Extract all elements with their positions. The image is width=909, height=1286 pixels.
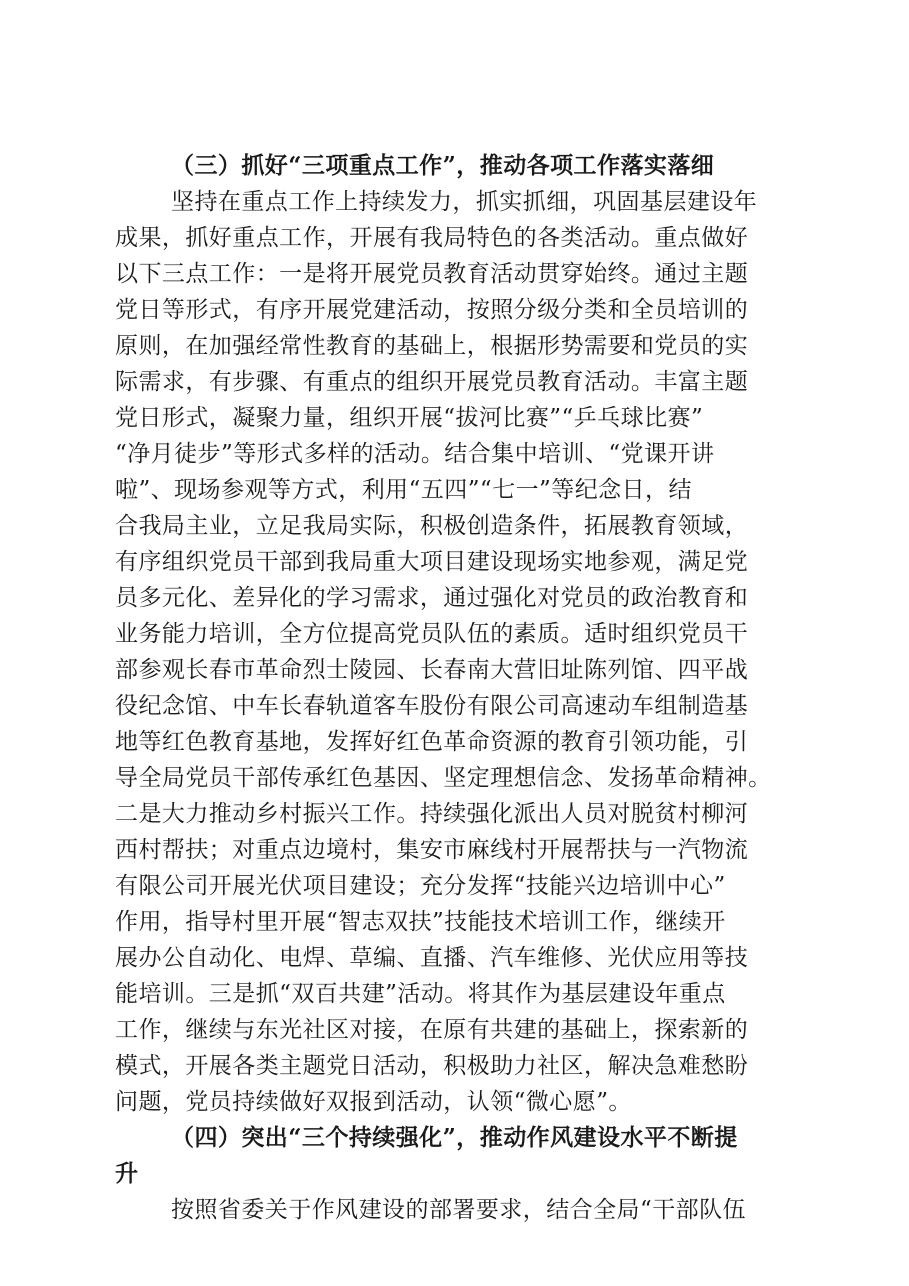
- paragraph-line: 有限公司开展光伏项目建设；充分发挥“技能兴边培训中心”: [115, 873, 726, 899]
- section-heading-4: （四）突出“三个持续强化”，推动作风建设水平不断提: [171, 1124, 738, 1151]
- paragraph-line: 啦”、现场参观等方式，利用“五四”“七一”等纪念日，结: [115, 477, 692, 503]
- paragraph-line: 二是大力推动乡村振兴工作。持续强化派出人员对脱贫村柳河: [115, 801, 749, 827]
- paragraph-line: 成果，抓好重点工作，开展有我局特色的各类活动。重点做好: [115, 225, 749, 251]
- paragraph-line: 按照省委关于作风建设的部署要求，结合全局“干部队伍: [171, 1197, 747, 1223]
- paragraph-line: 业务能力培训，全方位提高党员队伍的素质。适时组织党员干: [115, 621, 749, 647]
- paragraph-line: 役纪念馆、中车长春轨道客车股份有限公司高速动车组制造基: [115, 693, 749, 719]
- paragraph-line: 模式，开展各类主题党日活动，积极助力社区，解决急难愁盼: [115, 1053, 749, 1079]
- paragraph-line: 能培训。三是抓“双百共建”活动。将其作为基层建设年重点: [115, 981, 726, 1007]
- section-heading-3: （三）抓好“三项重点工作”，推动各项工作落实落细: [171, 152, 715, 179]
- paragraph-line: 展办公自动化、电焊、草编、直播、汽车维修、光伏应用等技: [115, 945, 749, 971]
- paragraph-line: 有序组织党员干部到我局重大项目建设现场实地参观，满足党: [115, 549, 749, 575]
- paragraph-line: 西村帮扶；对重点边境村，集安市麻线村开展帮扶与一汽物流: [115, 837, 749, 863]
- paragraph-line: “净月徒步”等形式多样的活动。结合集中培训、“党课开讲: [115, 441, 715, 467]
- paragraph-line: 导全局党员干部传承红色基因、坚定理想信念、发扬革命精神。: [115, 765, 772, 791]
- paragraph-line: 问题，党员持续做好双报到活动，认领“微心愿”。: [115, 1089, 632, 1115]
- paragraph-line: 际需求，有步骤、有重点的组织开展党员教育活动。丰富主题: [115, 369, 749, 395]
- paragraph-line: 坚持在重点工作上持续发力，抓实抓细，巩固基层建设年: [171, 189, 758, 215]
- paragraph-line: 党日形式，凝聚力量，组织开展“拔河比赛”“乒乓球比赛”: [115, 405, 704, 431]
- section-heading-4-continued: 升: [115, 1160, 139, 1187]
- paragraph-line: 合我局主业，立足我局实际，积极创造条件，拓展教育领域，: [115, 513, 749, 539]
- paragraph-line: 以下三点工作：一是将开展党员教育活动贯穿始终。通过主题: [115, 261, 749, 287]
- paragraph-line: 原则，在加强经常性教育的基础上，根据形势需要和党员的实: [115, 333, 749, 359]
- paragraph-line: 党日等形式，有序开展党建活动，按照分级分类和全员培训的: [115, 297, 749, 323]
- paragraph-line: 工作，继续与东光社区对接，在原有共建的基础上，探索新的: [115, 1017, 749, 1043]
- paragraph-line: 地等红色教育基地，发挥好红色革命资源的教育引领功能，引: [115, 729, 749, 755]
- paragraph-line: 作用，指导村里开展“智志双扶”技能技术培训工作，继续开: [115, 909, 726, 935]
- paragraph-line: 部参观长春市革命烈士陵园、长春南大营旧址陈列馆、四平战: [115, 657, 749, 683]
- paragraph-line: 员多元化、差异化的学习需求，通过强化对党员的政治教育和: [115, 585, 749, 611]
